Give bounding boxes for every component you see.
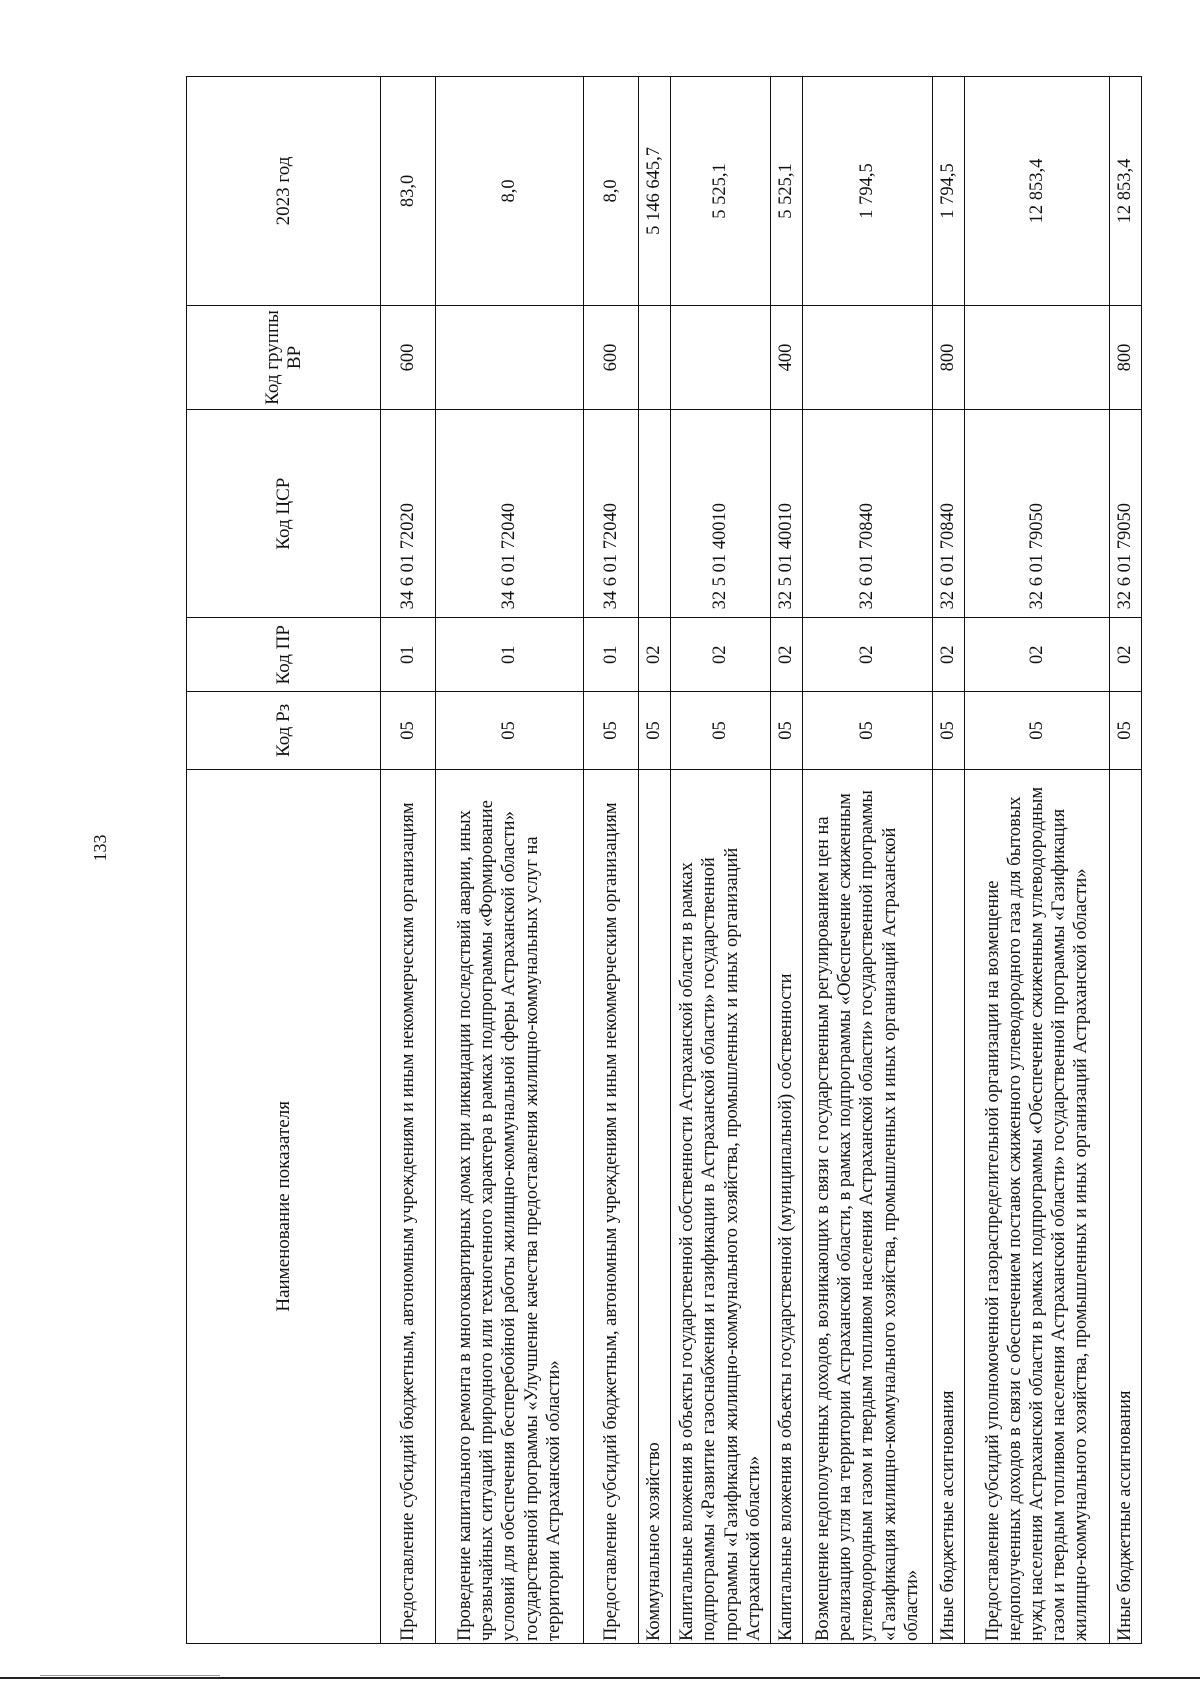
row-rz: 05 [771, 692, 803, 770]
row-rz: 05 [933, 692, 965, 770]
row-rz: 05 [803, 692, 933, 770]
row-rz: 05 [584, 692, 639, 770]
row-name: Предоставление субсидий бюджетным, автономным учреждениям и иным некоммерческим организациям [584, 769, 639, 1643]
row-rz: 05 [436, 692, 584, 770]
row-name: Предоставление субсидий уполномоченной газораспределительной организации на возмещение недополученных доходов в связи с обеспечением поставок сжиженного углеводородного газа для бытовых нужд населения Астраханской области в рамках подпрограммы «Обеспечение сжиженным углеводородным газом и твердым топливом населения Астраханской области» государственной программы «Газификация жилищно-коммунального хозяйства, промышленных и иных организаций Астраханской области» [965, 769, 1110, 1643]
row-amount: 1 794,5 [803, 77, 933, 306]
row-rz: 05 [671, 692, 771, 770]
row-name: Капитальные вложения в объекты государственной (муниципальной) собственности [771, 769, 803, 1643]
row-name: Капитальные вложения в объекты государственной собственности Астраханской области в рамках подпрограммы «Развитие газоснабжения и газификации в Астраханской области» государственной программы «Газификация жилищно-коммунального хозяйства, промышленных и иных организаций Астраханской области» [671, 769, 771, 1643]
row-pr: 02 [671, 618, 771, 692]
row-csr: 32 5 01 40010 [671, 410, 771, 618]
table-row [671, 77, 771, 1644]
row-vr [965, 305, 1110, 409]
row-vr [639, 305, 671, 409]
row-pr: 02 [933, 618, 965, 692]
row-amount: 1 794,5 [933, 77, 965, 306]
header-vr: Код группы ВР [187, 305, 381, 409]
row-vr [436, 305, 584, 409]
row-rz: 05 [639, 692, 671, 770]
header-name: Наименование показателя [187, 769, 381, 1643]
row-vr [803, 305, 933, 409]
row-amount: 8,0 [584, 77, 639, 306]
table-row [584, 77, 639, 1644]
row-vr: 800 [933, 305, 965, 409]
table-row [965, 77, 1110, 1644]
row-amount: 5 146 645,7 [639, 77, 671, 306]
scan-edge-line [40, 1675, 220, 1676]
row-name: Коммунальное хозяйство [639, 769, 671, 1643]
table-row [771, 77, 803, 1644]
row-name: Иные бюджетные ассигнования [1110, 769, 1142, 1643]
row-amount: 83,0 [381, 77, 436, 306]
row-vr: 400 [771, 305, 803, 409]
table-row [381, 77, 436, 1644]
row-pr: 02 [803, 618, 933, 692]
header-csr: Код ЦСР [187, 410, 381, 618]
row-name: Иные бюджетные ассигнования [933, 769, 965, 1643]
header-pr: Код ПР [187, 618, 381, 692]
row-csr: 32 6 01 79050 [1110, 410, 1142, 618]
row-pr: 02 [1110, 618, 1142, 692]
page-bottom-rule [0, 1677, 1200, 1679]
row-amount: 5 525,1 [771, 77, 803, 306]
row-name: Проведение капитального ремонта в многоквартирных домах при ликвидации последствий аварии, иных чрезвычайных ситуаций природного или техногенного характера в рамках подпрограммы «Формирование условий для обеспечения бесперебойной работы жилищно-коммунальной сферы Астраханской области» государственной программы «Улучшение качества предоставления жилищно-коммунальных услуг на территории Астраханской области» [436, 769, 584, 1643]
row-pr: 02 [965, 618, 1110, 692]
row-amount: 12 853,4 [1110, 77, 1142, 306]
row-csr: 34 6 01 72040 [436, 410, 584, 618]
table-row [1110, 77, 1142, 1644]
row-csr: 32 6 01 79050 [965, 410, 1110, 618]
row-rz: 05 [965, 692, 1110, 770]
row-vr: 600 [381, 305, 436, 409]
header-rz: Код Рз [187, 692, 381, 770]
table-row [639, 77, 671, 1644]
row-csr: 34 6 01 72040 [584, 410, 639, 618]
row-csr: 32 5 01 40010 [771, 410, 803, 618]
row-amount: 8,0 [436, 77, 584, 306]
budget-table-wrapper [186, 76, 1136, 1644]
row-amount: 12 853,4 [965, 77, 1110, 306]
row-csr: 32 6 01 70840 [803, 410, 933, 618]
row-rz: 05 [381, 692, 436, 770]
table-row [933, 77, 965, 1644]
row-amount: 5 525,1 [671, 77, 771, 306]
row-vr: 800 [1110, 305, 1142, 409]
row-name: Предоставление субсидий бюджетным, автономным учреждениям и иным некоммерческим организациям [381, 769, 436, 1643]
header-year: 2023 год [187, 77, 381, 306]
table-row [436, 77, 584, 1644]
row-csr [639, 410, 671, 618]
table-row [803, 77, 933, 1644]
row-vr: 600 [584, 305, 639, 409]
row-pr: 01 [584, 618, 639, 692]
row-rz: 05 [1110, 692, 1142, 770]
row-csr: 32 6 01 70840 [933, 410, 965, 618]
row-csr: 34 6 01 72020 [381, 410, 436, 618]
row-pr: 01 [436, 618, 584, 692]
row-pr: 02 [639, 618, 671, 692]
row-pr: 01 [381, 618, 436, 692]
budget-table [186, 76, 1142, 1644]
page-number: 133 [90, 834, 110, 862]
row-vr [671, 305, 771, 409]
row-pr: 02 [771, 618, 803, 692]
table-header-row [187, 77, 381, 1644]
row-name: Возмещение недополученных доходов, возникающих в связи с государственным регулированием цен на реализацию угля на территории Астраханской области, в рамках подпрограммы «Обеспечение сжиженным углеводородным газом и твердым топливом населения Астраханской области» государственной программы «Газификация жилищно-коммунального хозяйства, промышленных и иных организаций Астраханской области» [803, 769, 933, 1643]
